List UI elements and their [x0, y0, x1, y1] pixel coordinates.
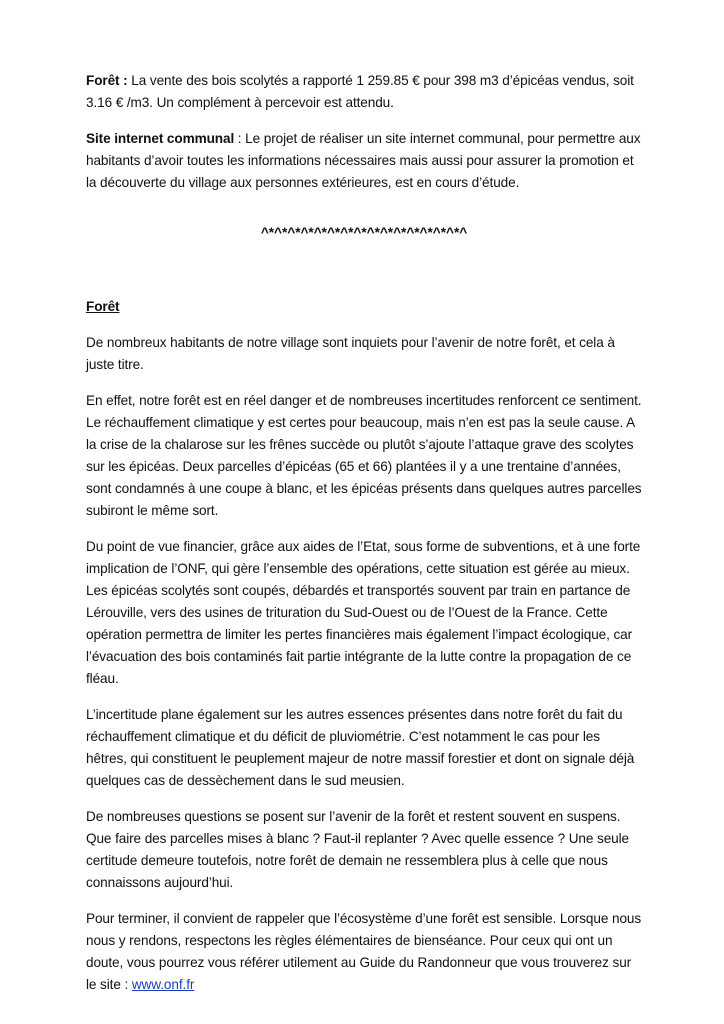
foret-sales-paragraph [86, 70, 642, 114]
section-title: Forêt [86, 299, 120, 314]
paragraph-3: Du point de vue financier, grâce aux aides de l’Etat, sous forme de subventions, et à une forte implication de l’ONF, qui gère l’ensemble des opérations, cette situation est gérée au mieux. Les épicéas scolytés sont coupés, débardés et transportés souvent par train en partance de Lérouville, vers des usines de trituration du Sud-Ouest ou de l’Ouest de la France. Cette opération permettra de limiter les pertes financières mais également l’impact écologique, car l’évacuation des bois contaminés fait partie intégrante de la lutte contre la propagation de ce fléau. [86, 539, 641, 686]
foret-sales-text: La vente des bois scolytés a rapporté 1 259.85 € pour 398 m3 d’épicéas vendus, soit 3.16 € /m3. Un complément à percevoir est attendu. [86, 73, 634, 110]
website-label: Site internet communal [86, 131, 235, 146]
paragraph-2: En effet, notre forêt est en réel danger et de nombreuses incertitudes renforcent ce sentiment. Le réchauffement climatique y est certes pour beaucoup, mais n’en est pas la seule cause. A la crise de la chalarose sur les frênes succède ou plutôt s’ajoute l’attaque grave des scolytes sur les épicéas. Deux parcelles d’épicéas (65 et 66) plantées il y a une trentaine d’années, sont condamnés à une coupe à blanc, et les épicéas présents dans quelques autres parcelles subiront le même sort. [86, 393, 642, 518]
onf-link[interactable]: www.onf.fr [131, 977, 195, 992]
paragraph-1: De nombreux habitants de notre village sont inquiets pour l’avenir de notre forêt, et cela à juste titre. [86, 335, 615, 372]
section-separator: ^*^*^*^*^*^*^*^*^*^*^*^*^*^*^*^ [260, 225, 468, 240]
paragraph-5: De nombreuses questions se posent sur l’avenir de la forêt et restent souvent en suspens. Que faire des parcelles mises à blanc ? Faut-il replanter ? Avec quelle essence ? Une seule certitude demeure toutefois, notre forêt de demain ne ressemblera plus à celle que nous connaissons aujourd’hui. [86, 809, 630, 890]
foret-label: Forêt : [86, 73, 128, 88]
document-page [86, 70, 642, 1010]
paragraph-4: L’incertitude plane également sur les autres essences présentes dans notre forêt du fait du réchauffement climatique et du déficit de pluviométrie. C’est notamment le cas pour les hêtres, qui constituent le peuplement majeur de notre massif forestier et dont on signale déjà quelques cas de dessèchement dans le sud meusien. [86, 707, 635, 788]
final-paragraph-text: Pour terminer, il convient de rappeler que l’écosystème d’une forêt est sensible. Lorsque nous nous y rendons, respectons les règles élémentaires de bienséance. Pour ceux qui ont un doute, vous pourrez vous référer utilement au Guide du Randonneur que vous trouverez sur le site : [86, 911, 642, 992]
website-text: : Le projet de réaliser un site internet communal, pour permettre aux habitants d’avoir toutes les informations nécessaires mais aussi pour assurer la promotion et la découverte du village aux personnes extérieures, est en cours d’étude. [86, 131, 641, 190]
final-paragraph [86, 908, 642, 996]
website-paragraph [86, 128, 642, 194]
